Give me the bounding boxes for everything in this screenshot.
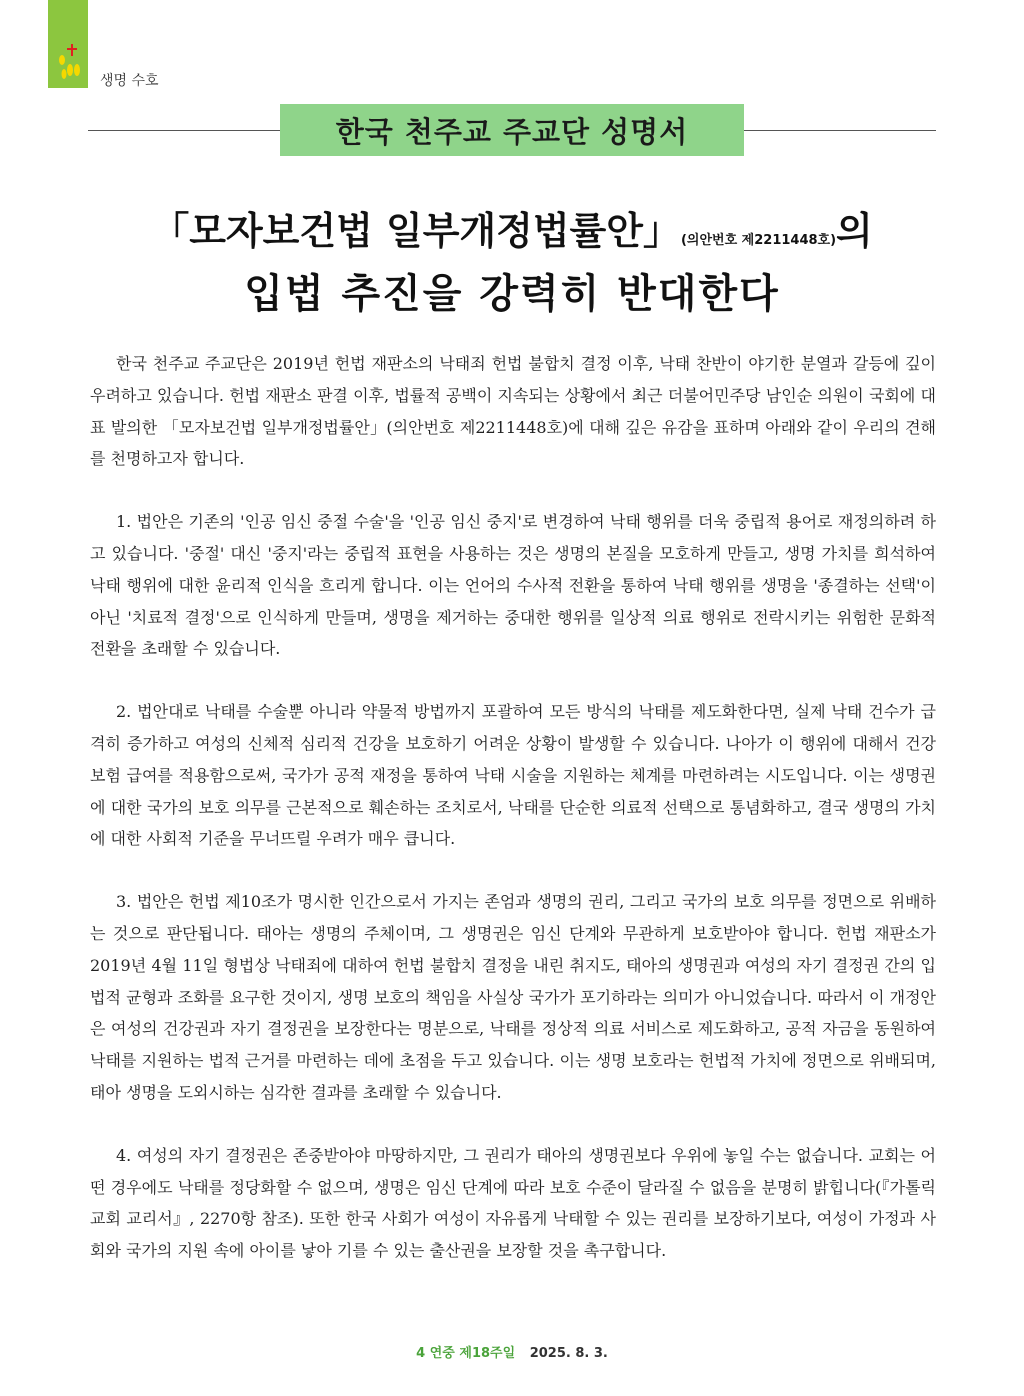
intro-paragraph: 한국 천주교 주교단은 2019년 헌법 재판소의 낙태죄 헌법 불합치 결정 이후, 낙태 찬반이 야기한 분열과 갈등에 깊이 우려하고 있습니다. 헌법 재판소 판결 이후, 법률적 공백이 지속되는 상황에서 최근 더불어민주당 남인순 의원이 국회에 대표 발의한 「모자보건법 일부개정법률안」(의안번호 제2211448호)에 대해 깊은 유감을 표하며 아래와 같이 우리의 견해를 천명하고자 합니다.	[90, 354, 936, 469]
section-label: 생명 수호	[100, 73, 159, 89]
statement-band: 한국 천주교 주교단 성명서	[280, 104, 744, 156]
title-main: 「모자보건법 일부개정법률안」	[151, 209, 681, 253]
corner-tab	[48, 0, 88, 88]
divider-left	[88, 130, 280, 131]
divider-right	[744, 130, 936, 131]
title-particle: 의	[836, 209, 873, 253]
point-1-paragraph: 1. 법안은 기존의 '인공 임신 중절 수술'을 '인공 임신 중지'로 변경하여 낙태 행위를 더욱 중립적 용어로 재정의하려 하고 있습니다. '중절' 대신 '중지'라는 중립적 표현을 사용하는 것은 생명의 본질을 모호하게 만들고, 생명 가치를 희석하여 낙태 행위에 대한 윤리적 인식을 흐리게 합니다. 이는 언어의 수사적 전환을 통하여 낙태 행위를 생명을 '종결하는 선택'이 아닌 '치료적 결정'으로 인식하게 만들며, 생명을 제거하는 중대한 행위를 일상적 의료 행위로 전락시키는 위험한 문화적 전환을 초래할 수 있습니다.	[90, 512, 936, 659]
point-3-paragraph: 3. 법안은 헌법 제10조가 명시한 인간으로서 가지는 존엄과 생명의 권리, 그리고 국가의 보호 의무를 정면으로 위배하는 것으로 판단됩니다. 태아는 생명의 주체이며, 그 생명권은 임신 단계와 무관하게 보호받아야 합니다. 헌법 재판소가 2019년 4월 11일 형법상 낙태죄에 대하여 헌법 불합치 결정을 내린 취지도, 태아의 생명권과 여성의 자기 결정권 간의 입법적 균형과 조화를 요구한 것이지, 생명 보호의 책임을 사실상 국가가 포기하라는 의미가 아니었습니다. 따라서 이 개정안은 여성의 건강권과 자기 결정권을 보장한다는 명분으로, 낙태를 정상적 의료 서비스로 제도화하고, 공적 자금을 동원하여 낙태를 지원하는 법적 근거를 마련하는 데에 초점을 두고 있습니다. 이는 생명 보호라는 헌법적 가치에 정면으로 위배되며, 태아 생명을 도외시하는 심각한 결과를 초래할 수 있습니다.	[90, 892, 936, 1102]
statement-body	[90, 348, 936, 1298]
page-title-line2: 입법 추진을 강력히 반대한다	[244, 271, 780, 317]
point-4-paragraph: 4. 여성의 자기 결정권은 존중받아야 마땅하지만, 그 권리가 태아의 생명권보다 우위에 놓일 수는 없습니다. 교회는 어떤 경우에도 낙태를 정당화할 수 없으며, 생명은 임신 단계에 따라 보호 수준이 달라질 수 없음을 분명히 밝힙니다(『가톨릭 교회 교리서』, 2270항 참조). 또한 한국 사회가 여성이 자유롭게 낙태할 수 있는 권리를 보장하기보다, 여성이 가정과 사회와 국가의 지원 속에 아이를 낳아 기를 수 있는 출산권을 보장할 것을 촉구합니다.	[90, 1145, 936, 1261]
point-2-paragraph: 2. 법안대로 낙태를 수술뿐 아니라 약물적 방법까지 포괄하여 모든 방식의 낙태를 제도화한다면, 실제 낙태 건수가 급격히 증가하고 여성의 신체적 심리적 건강을 보호하기 어려운 상황이 발생할 수 있습니다. 나아가 이 행위에 대해서 건강 보험 급여를 적용함으로써, 국가가 공적 재정을 통하여 낙태 시술을 지원하는 체계를 마련하려는 시도입니다. 이는 생명권에 대한 국가의 보호 의무를 근본적으로 훼손하는 조치로서, 낙태를 단순한 의료적 선택으로 통념화하고, 결국 생명의 가치에 대한 사회적 기준을 무너뜨릴 우려가 매우 큽니다.	[90, 702, 936, 849]
footer-issue: 4 연중 제18주일	[416, 1346, 516, 1361]
page-footer	[0, 1342, 1024, 1361]
wheat-cross-icon	[52, 40, 84, 84]
footer-date: 2025. 8. 3.	[529, 1346, 608, 1361]
title-bill-number: (의안번호 제2211448호)	[680, 233, 837, 248]
page-title-line1	[60, 200, 964, 255]
